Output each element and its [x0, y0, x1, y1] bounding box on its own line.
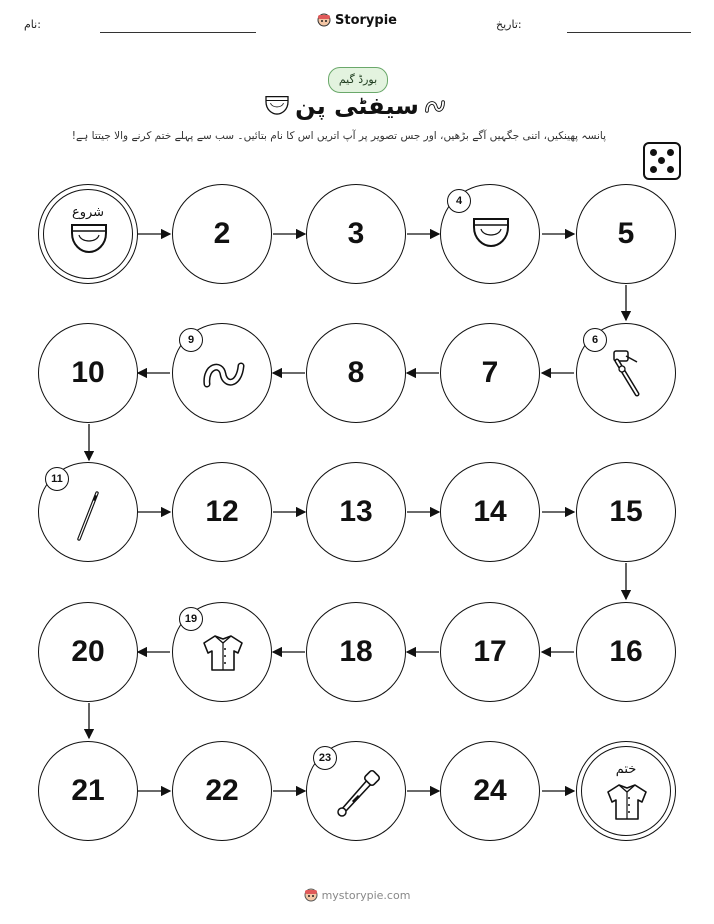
space-21: [38, 741, 138, 841]
space-number-badge: 19: [179, 607, 203, 631]
space-finish: [576, 741, 676, 841]
space-15: [576, 462, 676, 562]
finish-label: ختم: [615, 762, 637, 777]
date-label: تاریخ:: [496, 18, 522, 31]
space-12: [172, 462, 272, 562]
board-game-badge: بورڈ گیم: [328, 67, 388, 93]
instructions: پانسہ پھینکیں، اتنی جگہیں آگے بڑھیں، اور جس تصویر پر آپ اتریں اس کا نام بتائیں۔ سب سے پہلے ختم کرنے والا جیتتا ہے!: [71, 130, 606, 142]
name-label: نام:: [24, 18, 41, 31]
hook-icon: [201, 356, 247, 392]
space-5: [576, 184, 676, 284]
space-16: [576, 602, 676, 702]
footer: [0, 887, 714, 906]
space-number: 16: [609, 635, 643, 668]
space-number: 24: [473, 774, 507, 807]
space-2: [172, 184, 272, 284]
space-number-badge: 6: [583, 328, 607, 352]
space-number: 13: [339, 495, 373, 528]
space-number-badge: 4: [447, 189, 471, 213]
space-22: [172, 741, 272, 841]
needle-icon: [73, 489, 103, 543]
space-number-badge: 9: [179, 328, 203, 352]
space-20: [38, 602, 138, 702]
storypie-logo-icon: [304, 887, 318, 903]
space-number: 7: [481, 356, 499, 389]
space-18: [306, 602, 406, 702]
start-label: شروع: [71, 205, 105, 220]
space-19: [172, 602, 272, 702]
shirt-icon: [201, 633, 245, 673]
space-9: [172, 323, 272, 423]
brand-name: Storypie: [335, 12, 397, 28]
space-number: 3: [347, 217, 365, 250]
space-number: 21: [71, 774, 105, 807]
space-24: [440, 741, 540, 841]
space-11: [38, 462, 138, 562]
space-number: 5: [617, 217, 635, 250]
page-title: سیفٹی پن: [295, 92, 419, 120]
space-number: 20: [71, 635, 105, 668]
space-number: 18: [339, 635, 373, 668]
space-number: 14: [473, 495, 507, 528]
space-number: 15: [609, 495, 643, 528]
space-number-badge: 23: [313, 746, 337, 770]
space-number: 22: [205, 774, 239, 807]
diaper-icon: [471, 215, 511, 249]
space-14: [440, 462, 540, 562]
space-number: 17: [473, 635, 507, 668]
space-13: [306, 462, 406, 562]
diaper-icon: [69, 221, 109, 255]
space-8: [306, 323, 406, 423]
space-7: [440, 323, 540, 423]
safety-pin-icon: [333, 768, 383, 818]
space-start: [38, 184, 138, 284]
space-number: 12: [205, 495, 239, 528]
space-4: [440, 184, 540, 284]
space-10: [38, 323, 138, 423]
footer-url[interactable]: mystorypie.com: [321, 888, 411, 902]
space-number: 10: [71, 356, 105, 389]
space-number-badge: 11: [45, 467, 69, 491]
clamp-icon: [609, 348, 645, 400]
space-6: [576, 323, 676, 423]
space-number: 2: [213, 217, 231, 250]
space-number: 8: [347, 356, 365, 389]
space-23: [306, 741, 406, 841]
space-17: [440, 602, 540, 702]
shirt-icon: [605, 782, 649, 822]
space-3: [306, 184, 406, 284]
